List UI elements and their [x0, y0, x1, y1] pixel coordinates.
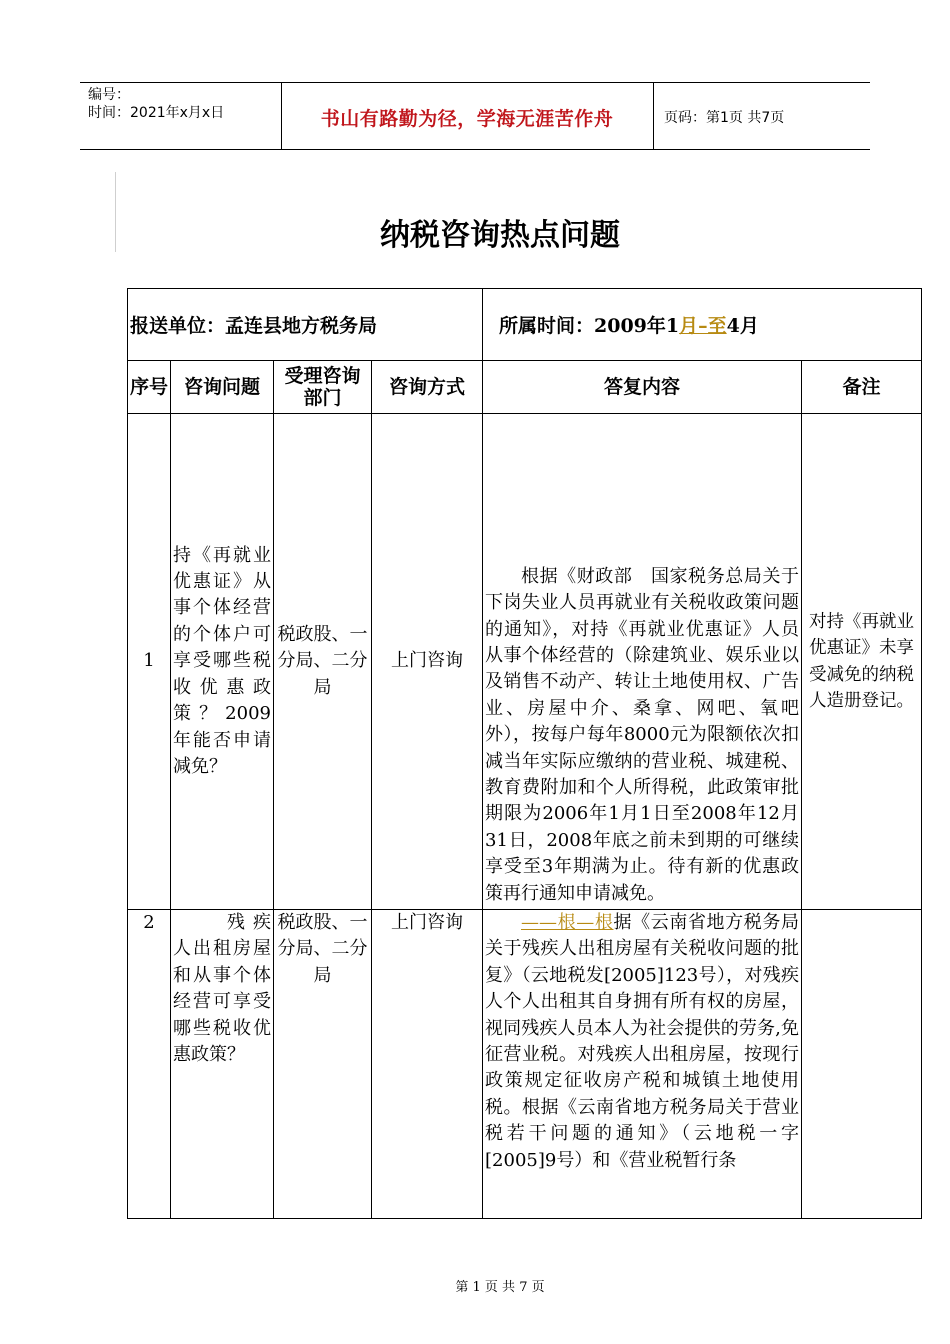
row-method: 上门咨询	[372, 910, 483, 1219]
column-header-question: 咨询问题	[171, 361, 274, 414]
document-title: 纳税咨询热点问题	[380, 218, 620, 253]
table-row	[128, 414, 922, 910]
header-motto: 书山有路勤为径，学海无涯苦作舟	[320, 108, 614, 130]
column-header-note: 备注	[802, 361, 922, 414]
row-number: 1	[128, 414, 171, 910]
header-divider	[653, 83, 654, 149]
header-bottom-rule	[80, 149, 870, 150]
page-footer: 第 1 页 共 7 页	[455, 1280, 545, 1295]
row-note	[802, 910, 922, 1219]
row-method: 上门咨询	[372, 414, 483, 910]
column-header-answer: 答复内容	[483, 361, 802, 414]
row-number: 2	[128, 910, 171, 1219]
report-info-row	[128, 289, 922, 361]
row-note: 对持《再就业优惠证》未享受减免的纳税人造册登记。	[802, 414, 922, 910]
header-page-info: 页码：第1页 共7页	[664, 110, 785, 126]
document-time-label: 时间：2021年x月x日	[88, 105, 225, 121]
header-meta	[88, 86, 224, 122]
column-header-method: 咨询方式	[372, 361, 483, 414]
column-header-dept: 受理咨询部门	[274, 361, 372, 414]
row-question: 残疾人出租房屋和从事个体经营可享受哪些税收优惠政策？	[171, 910, 274, 1219]
report-period-prefix: 所属时间：2009年1	[499, 315, 680, 337]
row-answer: 根据《财政部 国家税务总局关于下岗失业人员再就业有关税收政策问题的通知》，对持《再就业优惠证》人员从事个体经营的（除建筑业、娱乐业以及销售不动产、转让土地使用权、广告业、房屋中介、桑拿、网吧、氧吧外），按每户每年8000元为限额依次扣减当年实际应缴纳的营业税、城建税、教育费附加和个人所得税，此政策审批期限为2006年1月1日至2008年12月31日，2008年底之前未到期的可继续享受至3年期满为止。待有新的优惠政策再行通知申请减免。	[483, 414, 802, 910]
header-top-rule	[80, 82, 870, 83]
table-row	[128, 910, 922, 1219]
report-period-highlight: 月–至	[679, 315, 727, 337]
row-dept: 税政股、一分局、二分局	[274, 910, 372, 1219]
table-header-row	[128, 361, 922, 414]
column-header-no: 序号	[128, 361, 171, 414]
document-number-label: 编号：	[88, 87, 130, 103]
row-question: 持《再就业优惠证》从事个体经营的个体户可享受哪些税收优惠政策？2009年能否申请减免？	[171, 414, 274, 910]
row-dept: 税政股、一分局、二分局	[274, 414, 372, 910]
row-answer	[483, 910, 802, 1219]
report-period	[483, 289, 922, 361]
row-answer-text: 据《云南省地方税务局关于残疾人出租房屋有关税收问题的批复》（云地税发[2005]123号），对残疾人个人出租其自身拥有所有权的房屋，视同残疾人员本人为社会提供的劳务,免征营业税。对残疾人出租房屋，按现行政策规定征收房产税和城镇土地使用税。根据《云南省地方税务局关于营业税若干问题的通知》（云地税一字[2005]9号）和《营业税暂行条	[485, 912, 800, 1171]
consultation-table	[127, 288, 922, 1219]
report-period-suffix: 4月	[726, 315, 759, 337]
row-answer-prefix: ——根—根	[521, 912, 614, 933]
report-unit: 报送单位：孟连县地方税务局	[128, 289, 483, 361]
